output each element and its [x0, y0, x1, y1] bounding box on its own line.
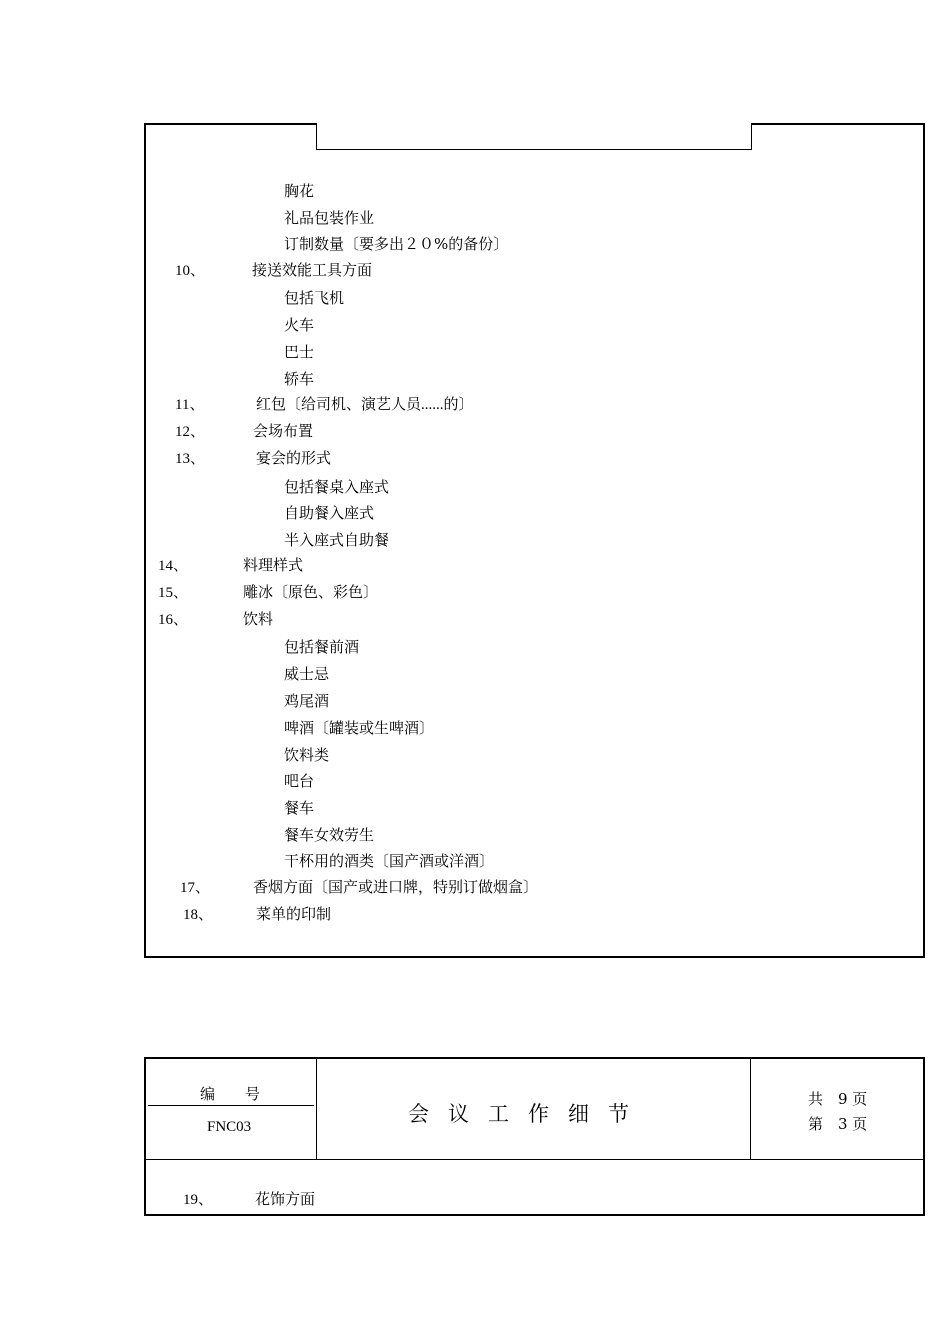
item-number: 11、 [175, 397, 205, 413]
list-item: 自助餐入座式 [284, 504, 375, 522]
code-label: 编 号 [200, 1085, 261, 1103]
item-number: 15、 [158, 585, 189, 601]
list-item: 胸花 [284, 182, 315, 200]
list-item: 巴士 [284, 343, 315, 361]
item-text: 接送效能工具方面 [252, 263, 373, 279]
item-text: 红包〔给司机、演艺人员......的〕 [256, 397, 474, 413]
list-item: 包括餐桌入座式 [284, 478, 390, 496]
item-text: 菜单的印制 [256, 907, 332, 923]
divider [750, 1058, 751, 1160]
item-text: 料理样式 [243, 558, 304, 574]
item-text: 花饰方面 [255, 1192, 316, 1208]
item-number: 10、 [175, 263, 206, 279]
list-item: 礼品包装作业 [284, 209, 375, 227]
list-item: 订制数量〔要多出２０%的备份〕 [284, 235, 509, 253]
divider [146, 1159, 923, 1160]
item-number: 12、 [175, 424, 206, 440]
code-value: FNC03 [207, 1119, 252, 1135]
list-item: 餐车女效劳生 [284, 826, 375, 844]
document-title: 会议工作细节 [408, 1102, 648, 1126]
divider [148, 1105, 314, 1106]
item-text: 雕冰〔原色、彩色〕 [243, 585, 379, 601]
item-number: 16、 [158, 612, 189, 628]
item-number: 18、 [183, 907, 214, 923]
list-item: 轿车 [284, 370, 315, 388]
list-item: 包括餐前酒 [284, 638, 360, 656]
list-item: 火车 [284, 316, 315, 334]
list-item: 鸡尾酒 [284, 692, 330, 710]
list-item: 半入座式自助餐 [284, 531, 390, 549]
list-item: 威士忌 [284, 665, 330, 683]
list-item: 啤酒〔罐装或生啤酒〕 [284, 719, 435, 737]
item-text: 会场布置 [253, 424, 314, 440]
item-number: 19、 [183, 1192, 214, 1208]
list-item: 饮料类 [284, 746, 330, 764]
item-number: 14、 [158, 558, 189, 574]
list-item: 餐车 [284, 799, 315, 817]
item-text: 宴会的形式 [256, 451, 332, 467]
divider [316, 1058, 317, 1160]
item-text: 饮料 [243, 612, 274, 628]
item-number: 13、 [175, 451, 206, 467]
total-pages: 共 9 页 [808, 1090, 868, 1108]
item-number: 17、 [180, 880, 211, 896]
item-text: 香烟方面〔国产或进口牌，特别订做烟盒〕 [253, 880, 539, 896]
header-tab [316, 123, 752, 150]
list-item: 吧台 [284, 772, 315, 790]
content-frame [144, 123, 925, 958]
list-item: 包括飞机 [284, 289, 345, 307]
current-page: 第 3 页 [808, 1115, 868, 1133]
list-item: 干杯用的酒类〔国产酒或洋酒〕 [284, 852, 495, 870]
